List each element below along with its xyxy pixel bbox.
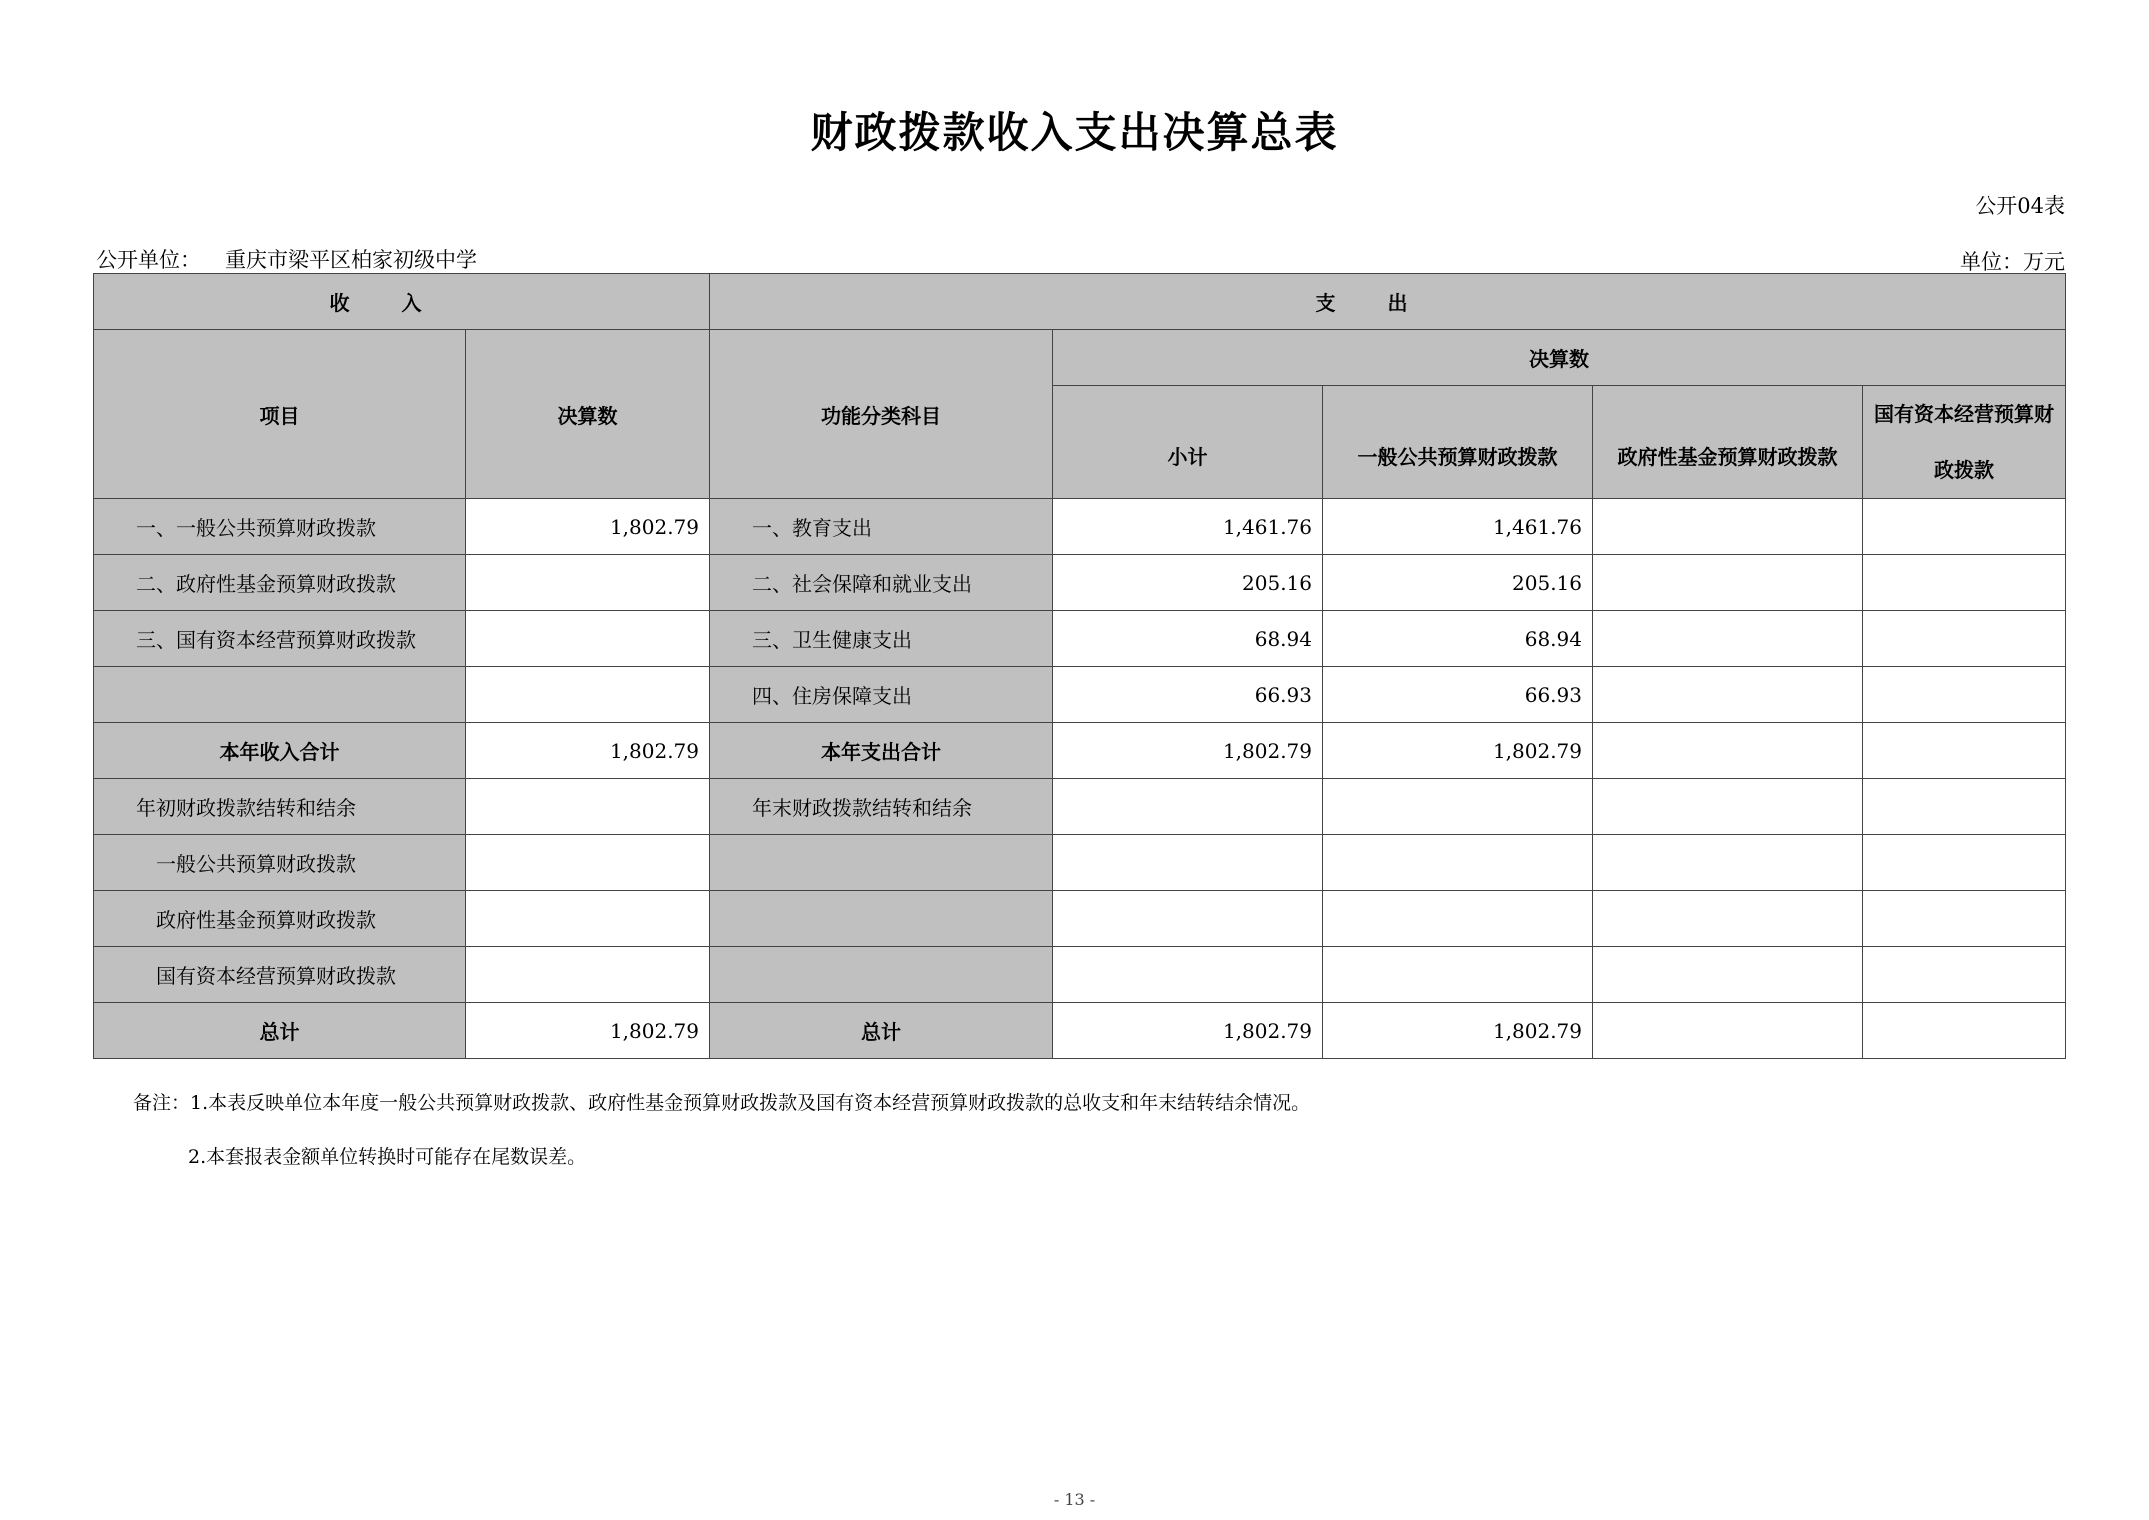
general-cell bbox=[1323, 891, 1593, 947]
income-amount bbox=[466, 611, 710, 667]
fund-cell bbox=[1593, 667, 1863, 723]
header-row-1 bbox=[94, 274, 2066, 330]
income-item: 本年收入合计 bbox=[94, 723, 466, 779]
fund-cell bbox=[1593, 891, 1863, 947]
income-amount bbox=[466, 555, 710, 611]
general-cell: 205.16 bbox=[1323, 555, 1593, 611]
subtotal-cell: 1,461.76 bbox=[1053, 499, 1323, 555]
table-row bbox=[94, 891, 2066, 947]
income-amount: 1,802.79 bbox=[466, 1003, 710, 1059]
page-title: 财政拨款收入支出决算总表 bbox=[810, 108, 1339, 157]
income-item: 三、国有资本经营预算财政拨款 bbox=[94, 611, 466, 667]
table-row-grand-total bbox=[94, 1003, 2066, 1059]
table-row bbox=[94, 611, 2066, 667]
final-amount-header: 决算数 bbox=[1053, 330, 2066, 386]
expense-item: 三、卫生健康支出 bbox=[710, 611, 1053, 667]
subtotal-cell: 68.94 bbox=[1053, 611, 1323, 667]
income-item bbox=[94, 667, 466, 723]
form-number: 公开04表 bbox=[1975, 194, 2065, 218]
general-cell: 1,802.79 bbox=[1323, 1003, 1593, 1059]
capital-cell bbox=[1863, 667, 2066, 723]
expense-item: 一、教育支出 bbox=[710, 499, 1053, 555]
capital-cell bbox=[1863, 723, 2066, 779]
expense-item bbox=[710, 835, 1053, 891]
subtotal-cell: 1,802.79 bbox=[1053, 1003, 1323, 1059]
expense-item bbox=[710, 947, 1053, 1003]
table-row bbox=[94, 555, 2066, 611]
reporting-unit-label: 公开单位： bbox=[96, 248, 201, 272]
capital-cell bbox=[1863, 611, 2066, 667]
table-row bbox=[94, 667, 2066, 723]
table-row bbox=[94, 947, 2066, 1003]
amount-header: 决算数 bbox=[466, 330, 710, 499]
general-budget-header: 一般公共预算财政拨款 bbox=[1323, 386, 1593, 499]
note-1: 备注：1.本表反映单位本年度一般公共预算财政拨款、政府性基金预算财政拨款及国有资本经营预算财政拨款的总收支和年末结转结余情况。 bbox=[133, 1092, 1311, 1114]
general-cell bbox=[1323, 947, 1593, 1003]
table-row bbox=[94, 499, 2066, 555]
fund-cell bbox=[1593, 723, 1863, 779]
note-2: 2.本套报表金额单位转换时可能存在尾数误差。 bbox=[188, 1146, 587, 1168]
table-row bbox=[94, 835, 2066, 891]
subtotal-cell bbox=[1053, 891, 1323, 947]
subtotal-cell: 205.16 bbox=[1053, 555, 1323, 611]
table-row bbox=[94, 779, 2066, 835]
income-amount bbox=[466, 891, 710, 947]
money-unit: 单位：万元 bbox=[1960, 250, 2065, 274]
expense-item: 本年支出合计 bbox=[710, 723, 1053, 779]
subtotal-cell bbox=[1053, 947, 1323, 1003]
gov-fund-header: 政府性基金预算财政拨款 bbox=[1593, 386, 1863, 499]
expense-item: 总计 bbox=[710, 1003, 1053, 1059]
fund-cell bbox=[1593, 1003, 1863, 1059]
income-amount bbox=[466, 947, 710, 1003]
subtotal-cell: 1,802.79 bbox=[1053, 723, 1323, 779]
general-cell: 1,802.79 bbox=[1323, 723, 1593, 779]
capital-cell bbox=[1863, 499, 2066, 555]
general-cell: 66.93 bbox=[1323, 667, 1593, 723]
capital-cell bbox=[1863, 891, 2066, 947]
income-amount: 1,802.79 bbox=[466, 499, 710, 555]
income-item: 国有资本经营预算财政拨款 bbox=[94, 947, 466, 1003]
income-item: 一、一般公共预算财政拨款 bbox=[94, 499, 466, 555]
subtotal-header: 小计 bbox=[1053, 386, 1323, 499]
general-cell: 1,461.76 bbox=[1323, 499, 1593, 555]
expense-item bbox=[710, 891, 1053, 947]
expense-header: 支出 bbox=[710, 274, 2066, 330]
income-amount: 1,802.79 bbox=[466, 723, 710, 779]
fund-cell bbox=[1593, 779, 1863, 835]
income-amount bbox=[466, 779, 710, 835]
subtotal-cell bbox=[1053, 779, 1323, 835]
state-capital-header: 国有资本经营预算财政拨款 bbox=[1863, 386, 2066, 499]
fund-cell bbox=[1593, 947, 1863, 1003]
expense-item: 年末财政拨款结转和结余 bbox=[710, 779, 1053, 835]
income-item: 二、政府性基金预算财政拨款 bbox=[94, 555, 466, 611]
fiscal-summary-table bbox=[93, 273, 2066, 1059]
capital-cell bbox=[1863, 1003, 2066, 1059]
income-header: 收入 bbox=[94, 274, 710, 330]
capital-cell bbox=[1863, 947, 2066, 1003]
general-cell bbox=[1323, 835, 1593, 891]
fund-cell bbox=[1593, 835, 1863, 891]
general-cell bbox=[1323, 779, 1593, 835]
expense-item: 四、住房保障支出 bbox=[710, 667, 1053, 723]
fund-cell bbox=[1593, 555, 1863, 611]
income-item: 年初财政拨款结转和结余 bbox=[94, 779, 466, 835]
subtotal-cell bbox=[1053, 835, 1323, 891]
capital-cell bbox=[1863, 555, 2066, 611]
fund-cell bbox=[1593, 611, 1863, 667]
general-cell: 68.94 bbox=[1323, 611, 1593, 667]
expense-item: 二、社会保障和就业支出 bbox=[710, 555, 1053, 611]
table-row-annual-total bbox=[94, 723, 2066, 779]
item-header: 项目 bbox=[94, 330, 466, 499]
func-category-header: 功能分类科目 bbox=[710, 330, 1053, 499]
income-item: 总计 bbox=[94, 1003, 466, 1059]
page-number: - 13 - bbox=[1053, 1490, 1096, 1509]
income-item: 政府性基金预算财政拨款 bbox=[94, 891, 466, 947]
capital-cell bbox=[1863, 779, 2066, 835]
fund-cell bbox=[1593, 499, 1863, 555]
reporting-unit bbox=[96, 244, 477, 274]
header-row-2 bbox=[94, 330, 2066, 386]
income-amount bbox=[466, 835, 710, 891]
subtotal-cell: 66.93 bbox=[1053, 667, 1323, 723]
income-amount bbox=[466, 667, 710, 723]
income-item: 一般公共预算财政拨款 bbox=[94, 835, 466, 891]
capital-cell bbox=[1863, 835, 2066, 891]
reporting-unit-name: 重庆市梁平区柏家初级中学 bbox=[225, 248, 477, 272]
